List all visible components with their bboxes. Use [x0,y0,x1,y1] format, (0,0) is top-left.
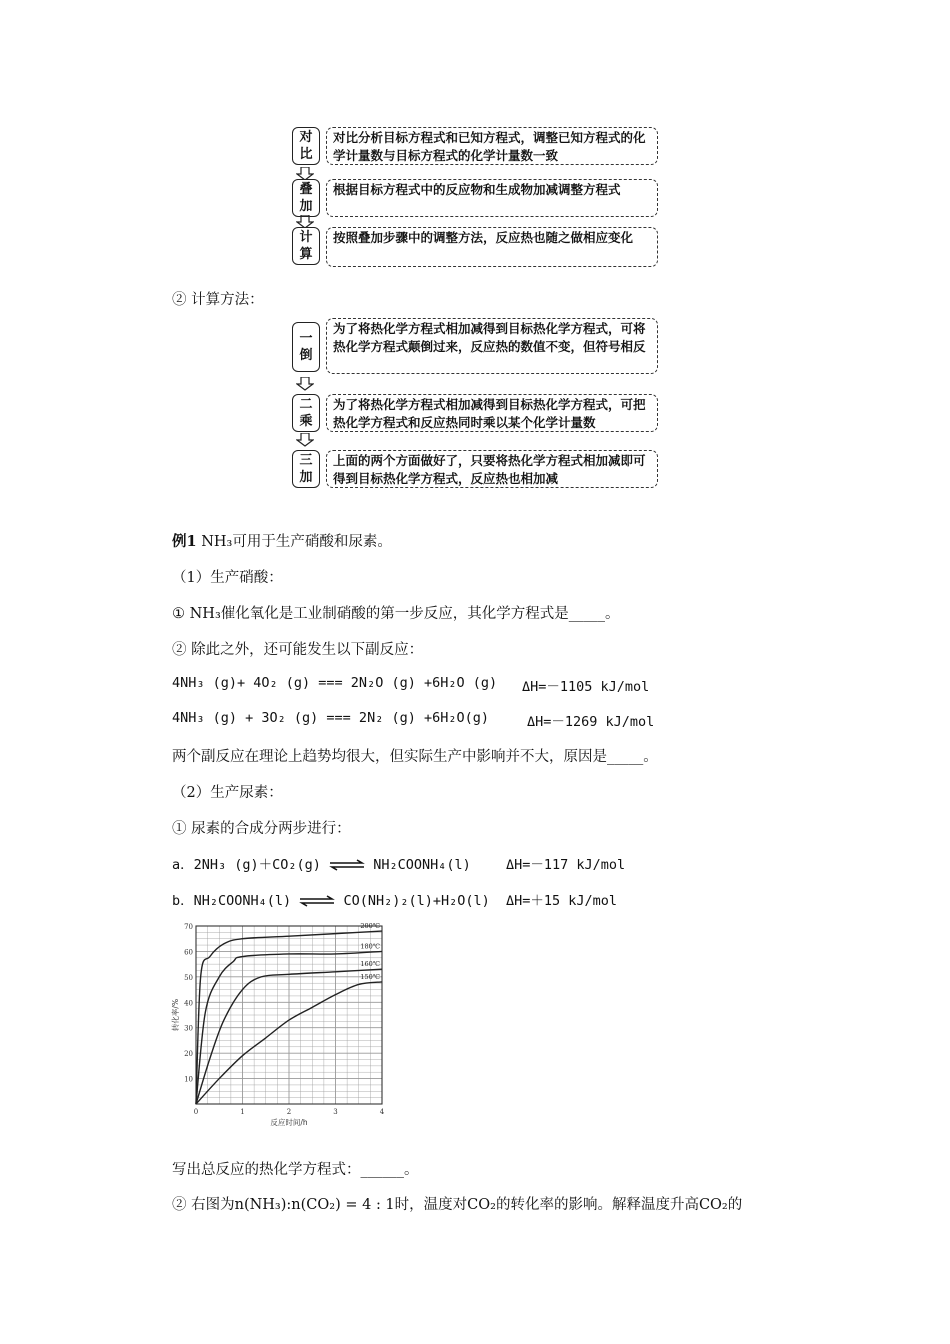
flow-step-text: 上面的两个方面做好了，只要将热化学方程式相加减即可得到目标热化学方程式，反应热也相加减 [326,450,658,488]
flow-step-text: 为了将热化学方程式相加减得到目标热化学方程式，可将热化学方程式颠倒过来，反应热的数值不变，但符号相反 [326,318,658,374]
down-arrow-icon [296,377,314,391]
flow-step-3 [292,227,658,267]
y-tick-label: 30 [184,1024,193,1033]
equilibrium-arrow-icon [329,859,365,871]
series-label: 180℃ [360,942,380,951]
method-heading: ② 计算方法： [172,292,264,308]
flow-step-tag: 叠 加 [292,179,320,217]
part1-question-3: 两个副反应在理论上趋势均很大，但实际生产中影响并不大，原因是_____。 [172,749,658,765]
y-tick-label: 70 [184,923,193,931]
urea-enthalpy-b: ΔH=＋15 kJ/mol [506,893,618,909]
part1-question-1: ① NH₃催化氧化是工业制硝酸的第一步反应，其化学方程式是_____。 [172,606,620,622]
flow-step-2 [292,394,658,432]
flow-step-text: 为了将热化学方程式相加减得到目标热化学方程式，可把热化学方程式和反应热同时乘以某个化学计量数 [326,394,658,432]
part2-question-3: ② 右图为n(NH₃):n(CO₂) = 4 : 1时，温度对CO₂的转化率的影响。解释温度升高CO₂的 [172,1197,743,1213]
flow-step-1 [292,318,658,374]
x-tick-label: 4 [379,1108,385,1116]
x-tick-label: 0 [193,1108,199,1116]
flow-step-tag: 三 加 [292,450,320,488]
urea-equation-b [172,889,490,909]
y-tick-label: 50 [184,973,193,982]
x-tick-label: 1 [240,1108,245,1116]
urea-equation-a [172,853,471,873]
flow-step-text: 按照叠加步骤中的调整方法，反应热也随之做相应变化 [326,227,658,267]
x-tick-label: 2 [286,1108,292,1116]
flow-step-tag: 计 算 [292,227,320,265]
side-reaction-enthalpy-2: ΔH=－1269 kJ/mol [527,714,655,730]
urea-equation-b-right: CO(NH₂)₂(l)+H₂O(l) [343,893,490,909]
y-tick-label: 40 [184,999,193,1008]
side-reaction-equation-2: 4NH₃ (g) + 3O₂ (g) === 2N₂ (g) +6H₂O(g) [172,710,489,726]
flow-step-text: 根据目标方程式中的反应物和生成物加减调整方程式 [326,179,658,217]
equilibrium-arrow-icon [299,895,335,907]
part2-heading: （2）生产尿素： [172,785,283,801]
flow-step-3 [292,450,658,488]
flow-step-1 [292,127,658,167]
flow-step-2 [292,179,658,217]
conversion-rate-chart [168,920,390,1130]
flow-step-tag: 对 比 [292,127,320,165]
part1-heading: （1）生产硝酸： [172,570,283,586]
flow-chart-combination [292,127,658,267]
flow-step-tag: 二 乘 [292,394,320,432]
part1-question-2: ② 除此之外，还可能发生以下副反应： [172,642,424,658]
example-label: 例1 [172,533,197,550]
flow-chart-method [292,318,658,488]
side-reaction-equation-1: 4NH₃ (g)+ 4O₂ (g) === 2N₂O (g) +6H₂O (g) [172,675,498,691]
series-label: 160℃ [360,960,380,969]
y-tick-label: 60 [184,948,193,957]
example-title [172,530,392,551]
flow-step-text: 对比分析目标方程式和已知方程式，调整已知方程式的化学计量数与目标方程式的化学计量数一致 [326,127,658,165]
urea-equation-a-left: a．2NH₃ (g)＋CO₂(g) [172,857,321,873]
y-axis-label: 转化率/% [171,998,180,1032]
x-axis-label: 反应时间/h [270,1118,308,1127]
urea-equation-a-right: NH₂COONH₄(l) [373,857,471,873]
part2-question-1: ① 尿素的合成分两步进行： [172,821,351,837]
down-arrow-icon [296,433,314,447]
y-tick-label: 10 [184,1075,193,1084]
x-tick-label: 3 [333,1108,338,1116]
y-tick-label: 20 [184,1050,193,1059]
example-intro: NH₃可用于生产硝酸和尿素。 [196,534,392,550]
flow-step-tag: 一 倒 [292,322,320,372]
urea-equation-b-left: b．NH₂COONH₄(l) [172,893,292,909]
series-label: 200℃ [360,922,380,931]
side-reaction-enthalpy-1: ΔH=－1105 kJ/mol [522,679,650,695]
series-label: 150℃ [360,972,380,981]
urea-enthalpy-a: ΔH=－117 kJ/mol [506,857,626,873]
part2-question-2: 写出总反应的热化学方程式：______。 [172,1162,419,1178]
